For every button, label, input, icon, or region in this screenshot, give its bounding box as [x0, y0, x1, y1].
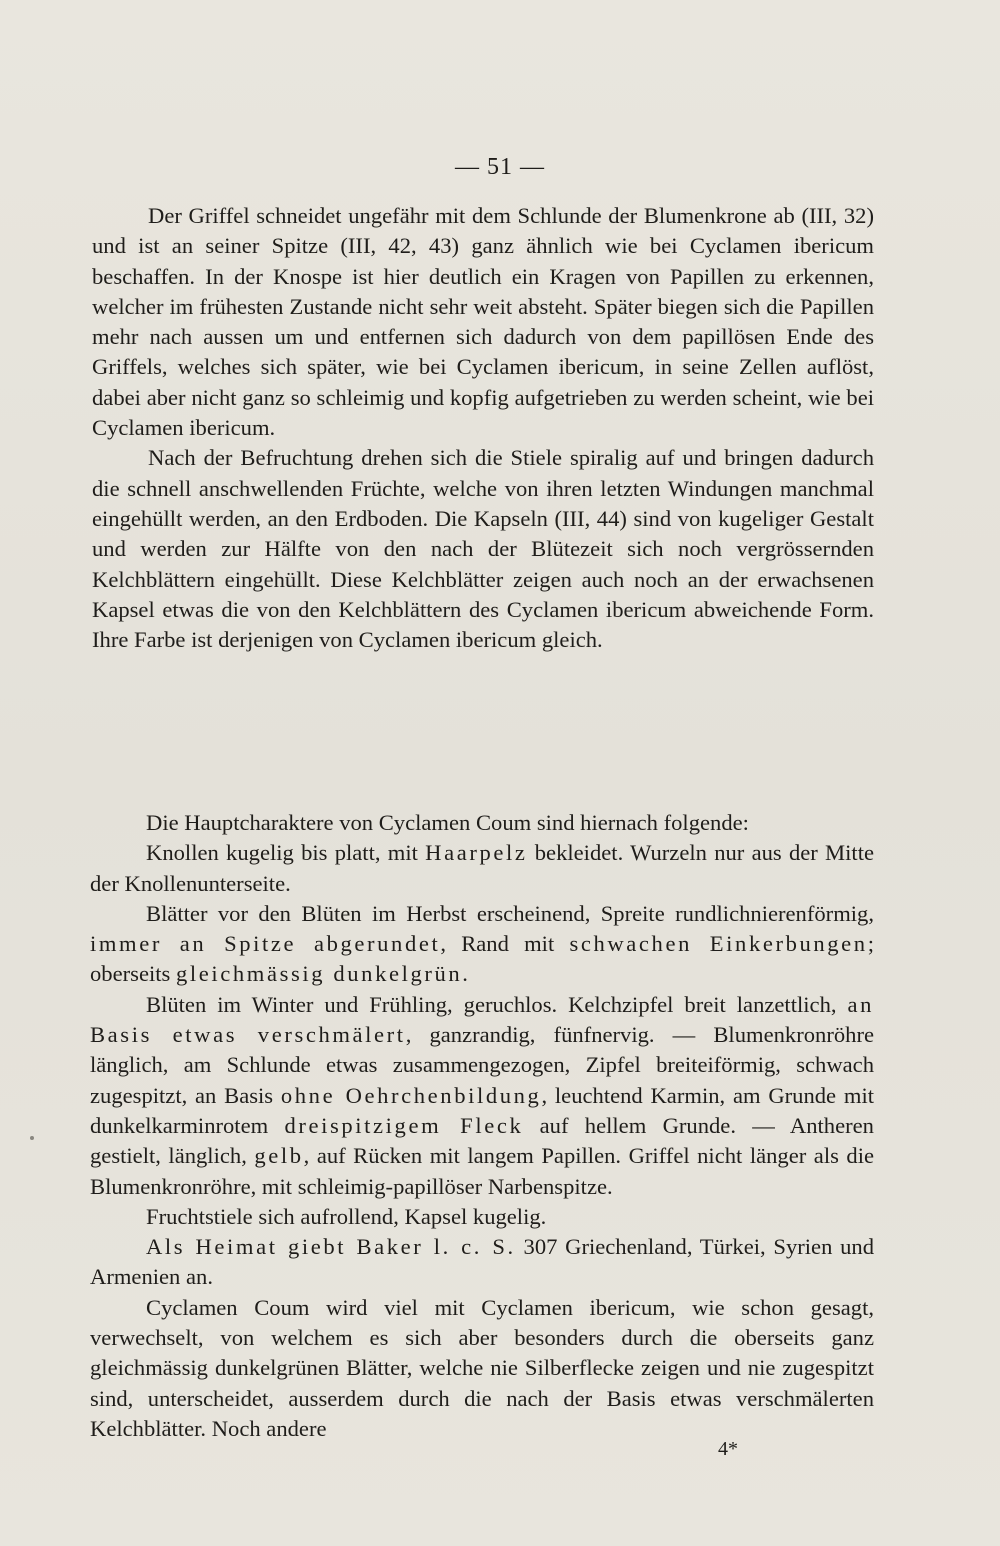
paragraph-knollen [90, 838, 874, 899]
text-section-griffel [92, 201, 874, 655]
text-run: Knollen kugelig bis platt, mit [146, 840, 426, 866]
paragraph-blaetter [90, 899, 874, 990]
text-run: , ganzrandig, fünfnervig. — Blumenkronröhre länglich, am Schlunde etwas zusammengezogen, Zipfel breiteiförmig, schwach zugespitzt, an Basis [90, 1022, 874, 1108]
spaced-text: dreispitzigem Fleck [284, 1112, 524, 1138]
text-run: , leuchtend Karmin, am Grunde mit dunkelkarminrotem [90, 1082, 875, 1138]
text-run: bekleidet. Wurzeln nur aus der Mitte der Knollenunterseite. [90, 840, 875, 896]
paragraph-fruchtstiele: Fruchtstiele sich aufrollend, Kapsel kugelig. [146, 1203, 547, 1229]
spaced-text: an Basis etwas verschmälert [90, 991, 874, 1048]
spaced-text: Haarpelz [425, 840, 528, 866]
spaced-text: immer an Spitze abgerundet [90, 931, 441, 957]
spaced-text: schwachen Einkerbungen [569, 931, 868, 957]
spaced-text: Als Heimat giebt [146, 1234, 357, 1260]
text-run: 307 Griechenland, Türkei, Syrien und Armenien an. [90, 1234, 875, 1290]
spaced-text: gleichmässig dunkelgrün [175, 961, 463, 987]
text-run: . [462, 961, 468, 987]
text-run: , Rand mit [440, 931, 570, 957]
signature-mark: 4* [718, 1438, 738, 1460]
text-run: Blätter vor den Blüten im Herbst erscheinend, Spreite rundlichnierenförmig, [146, 900, 874, 926]
paragraph-hauptcharaktere: Die Hauptcharaktere von Cyclamen Coum sind hiernach folgende: [146, 810, 749, 835]
text-section-hauptcharaktere [90, 808, 874, 1444]
paper-speck [30, 1136, 34, 1140]
text-run: , auf Rücken mit langem Papillen. Griffel nicht länger als die Blumenkronröhre, mit schleimig-papillöser Narbenspitze. [90, 1143, 874, 1199]
paragraph-griffel: Der Griffel schneidet ungefähr mit dem Schlunde der Blumenkrone ab (III, 32) und ist an seiner Spitze (III, 42, 43) ganz ähnlich wie bei Cyclamen ibericum beschaffen. In der Knospe ist hier deutlich ein Kragen von Papillen zu erkennen, welcher im frühesten Zustande nicht sehr weit absteht. Später biegen sich die Papillen mehr nach aussen um und entfernen sich dadurch von dem papillösen Ende des Griffels, welches sich später, wie bei Cyclamen ibericum, in seine Zellen auflöst, dabei aber nicht ganz so schleimig und kopfig aufgetrieben zu werden scheint, wie bei Cyclamen ibericum. [92, 203, 874, 441]
paragraph-heimat [90, 1232, 874, 1293]
paragraph-verwechslung: Cyclamen Coum wird viel mit Cyclamen ibericum, wie schon gesagt, verwechselt, von welchem es sich aber besonders durch die oberseits ganz gleichmässig dunkelgrünen Blätter, welche nie Silberflecke zeigen und nie zugespitzt sind, unterscheidet, ausserdem durch die nach der Basis etwas verschmälerten Kelchblätter. Noch andere [90, 1294, 874, 1441]
spaced-text: gelb [254, 1143, 304, 1169]
text-run: auf hellem Grunde. — Antheren gestielt, länglich, [90, 1112, 874, 1169]
spaced-text: Baker l. c. S. [356, 1234, 516, 1260]
text-run: ; oberseits [90, 931, 874, 987]
spaced-text: ohne Oehrchenbildung [280, 1082, 542, 1108]
paragraph-blueten [90, 990, 874, 1202]
page-number: — 51 — [455, 154, 545, 180]
text-run: Blüten im Winter und Frühling, geruchlos. Kelchzipfel breit lanzettlich, [146, 991, 848, 1017]
paragraph-befruchtung: Nach der Befruchtung drehen sich die Stiele spiralig auf und bringen dadurch die schnell anschwellenden Früchte, welche von ihren letzten Windungen manchmal eingehüllt werden, an den Erdboden. Die Kapseln (III, 44) sind von kugeliger Gestalt und werden zur Hälfte von den nach der Blütezeit sich noch vergrössernden Kelchblättern eingehüllt. Diese Kelchblätter zeigen auch noch an der erwachsenen Kapsel etwas die von den Kelchblättern des Cyclamen ibericum abweichende Form. Ihre Farbe ist derjenigen von Cyclamen ibericum gleich. [92, 445, 874, 653]
